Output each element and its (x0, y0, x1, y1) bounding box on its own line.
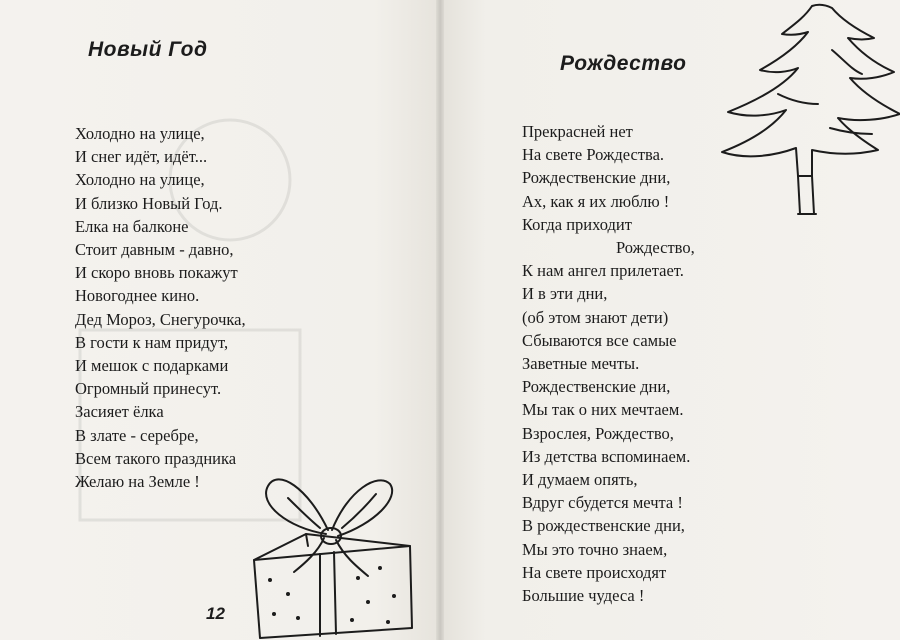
poem-line: И мешок с подарками (75, 356, 229, 376)
poem-line: (об этом знают дети) (522, 307, 669, 327)
gift-box-illustration (248, 468, 420, 640)
poem-line: Дед Мороз, Снегурочка, (75, 309, 246, 329)
poem-line: Заветные мечты. (522, 354, 640, 374)
poem-line: И снег идёт, идёт... (75, 147, 208, 167)
poem-line: Желаю на Земле ! (75, 472, 200, 492)
poem-line: Засияет ёлка (75, 402, 164, 422)
poem-line: На свете Рождества. (522, 145, 665, 165)
poem-line: Стоит давным - давно, (75, 240, 234, 260)
book-gutter (436, 0, 444, 640)
left-poem (75, 122, 246, 493)
poem-line: Вдруг сбудется мечта ! (522, 493, 683, 513)
poem-line: Елка на балконе (75, 216, 189, 236)
poem-line: Новогоднее кино. (75, 286, 200, 306)
poem-line: В гости к нам придут, (75, 332, 229, 352)
right-poem-title: Рождество (560, 52, 687, 75)
poem-line: Огромный принесут. (75, 379, 222, 399)
poem-line: Прекрасней нет (522, 122, 633, 141)
poem-line: Большие чудеса ! (522, 586, 645, 606)
poem-line: Ах, как я их люблю ! (522, 191, 670, 211)
poem-line: На свете происходят (522, 562, 667, 582)
poem-line: Когда приходит (522, 214, 632, 234)
poem-line: Из детства вспоминаем. (522, 446, 691, 466)
right-poem (522, 120, 695, 607)
poem-line: Холодно на улице, (75, 170, 205, 190)
poem-line: Рождественские дни, (522, 377, 671, 397)
poem-line: Рождественские дни, (522, 168, 671, 188)
left-poem-title: Новый Год (88, 38, 208, 61)
poem-line: Рождество, (616, 238, 695, 258)
poem-line: К нам ангел прилетает. (522, 261, 684, 281)
poem-line: Мы это точно знаем, (522, 539, 668, 559)
poem-line: И в эти дни, (522, 284, 608, 304)
poem-line: Мы так о них мечтаем. (522, 400, 684, 420)
page-number: 12 (206, 604, 225, 623)
poem-line: И близко Новый Год. (75, 193, 223, 213)
poem-line: Сбываются все самые (522, 330, 677, 350)
christmas-tree-illustration (712, 0, 900, 228)
poem-line: Всем такого праздника (75, 448, 237, 468)
poem-line: И думаем опять, (522, 470, 638, 490)
poem-line: Взрослея, Рождество, (522, 423, 674, 443)
poem-line: В рождественские дни, (522, 516, 685, 536)
poem-line: И скоро вновь покажут (75, 263, 238, 283)
poem-line: В злате - серебре, (75, 425, 199, 445)
poem-line: Холодно на улице, (75, 124, 205, 143)
